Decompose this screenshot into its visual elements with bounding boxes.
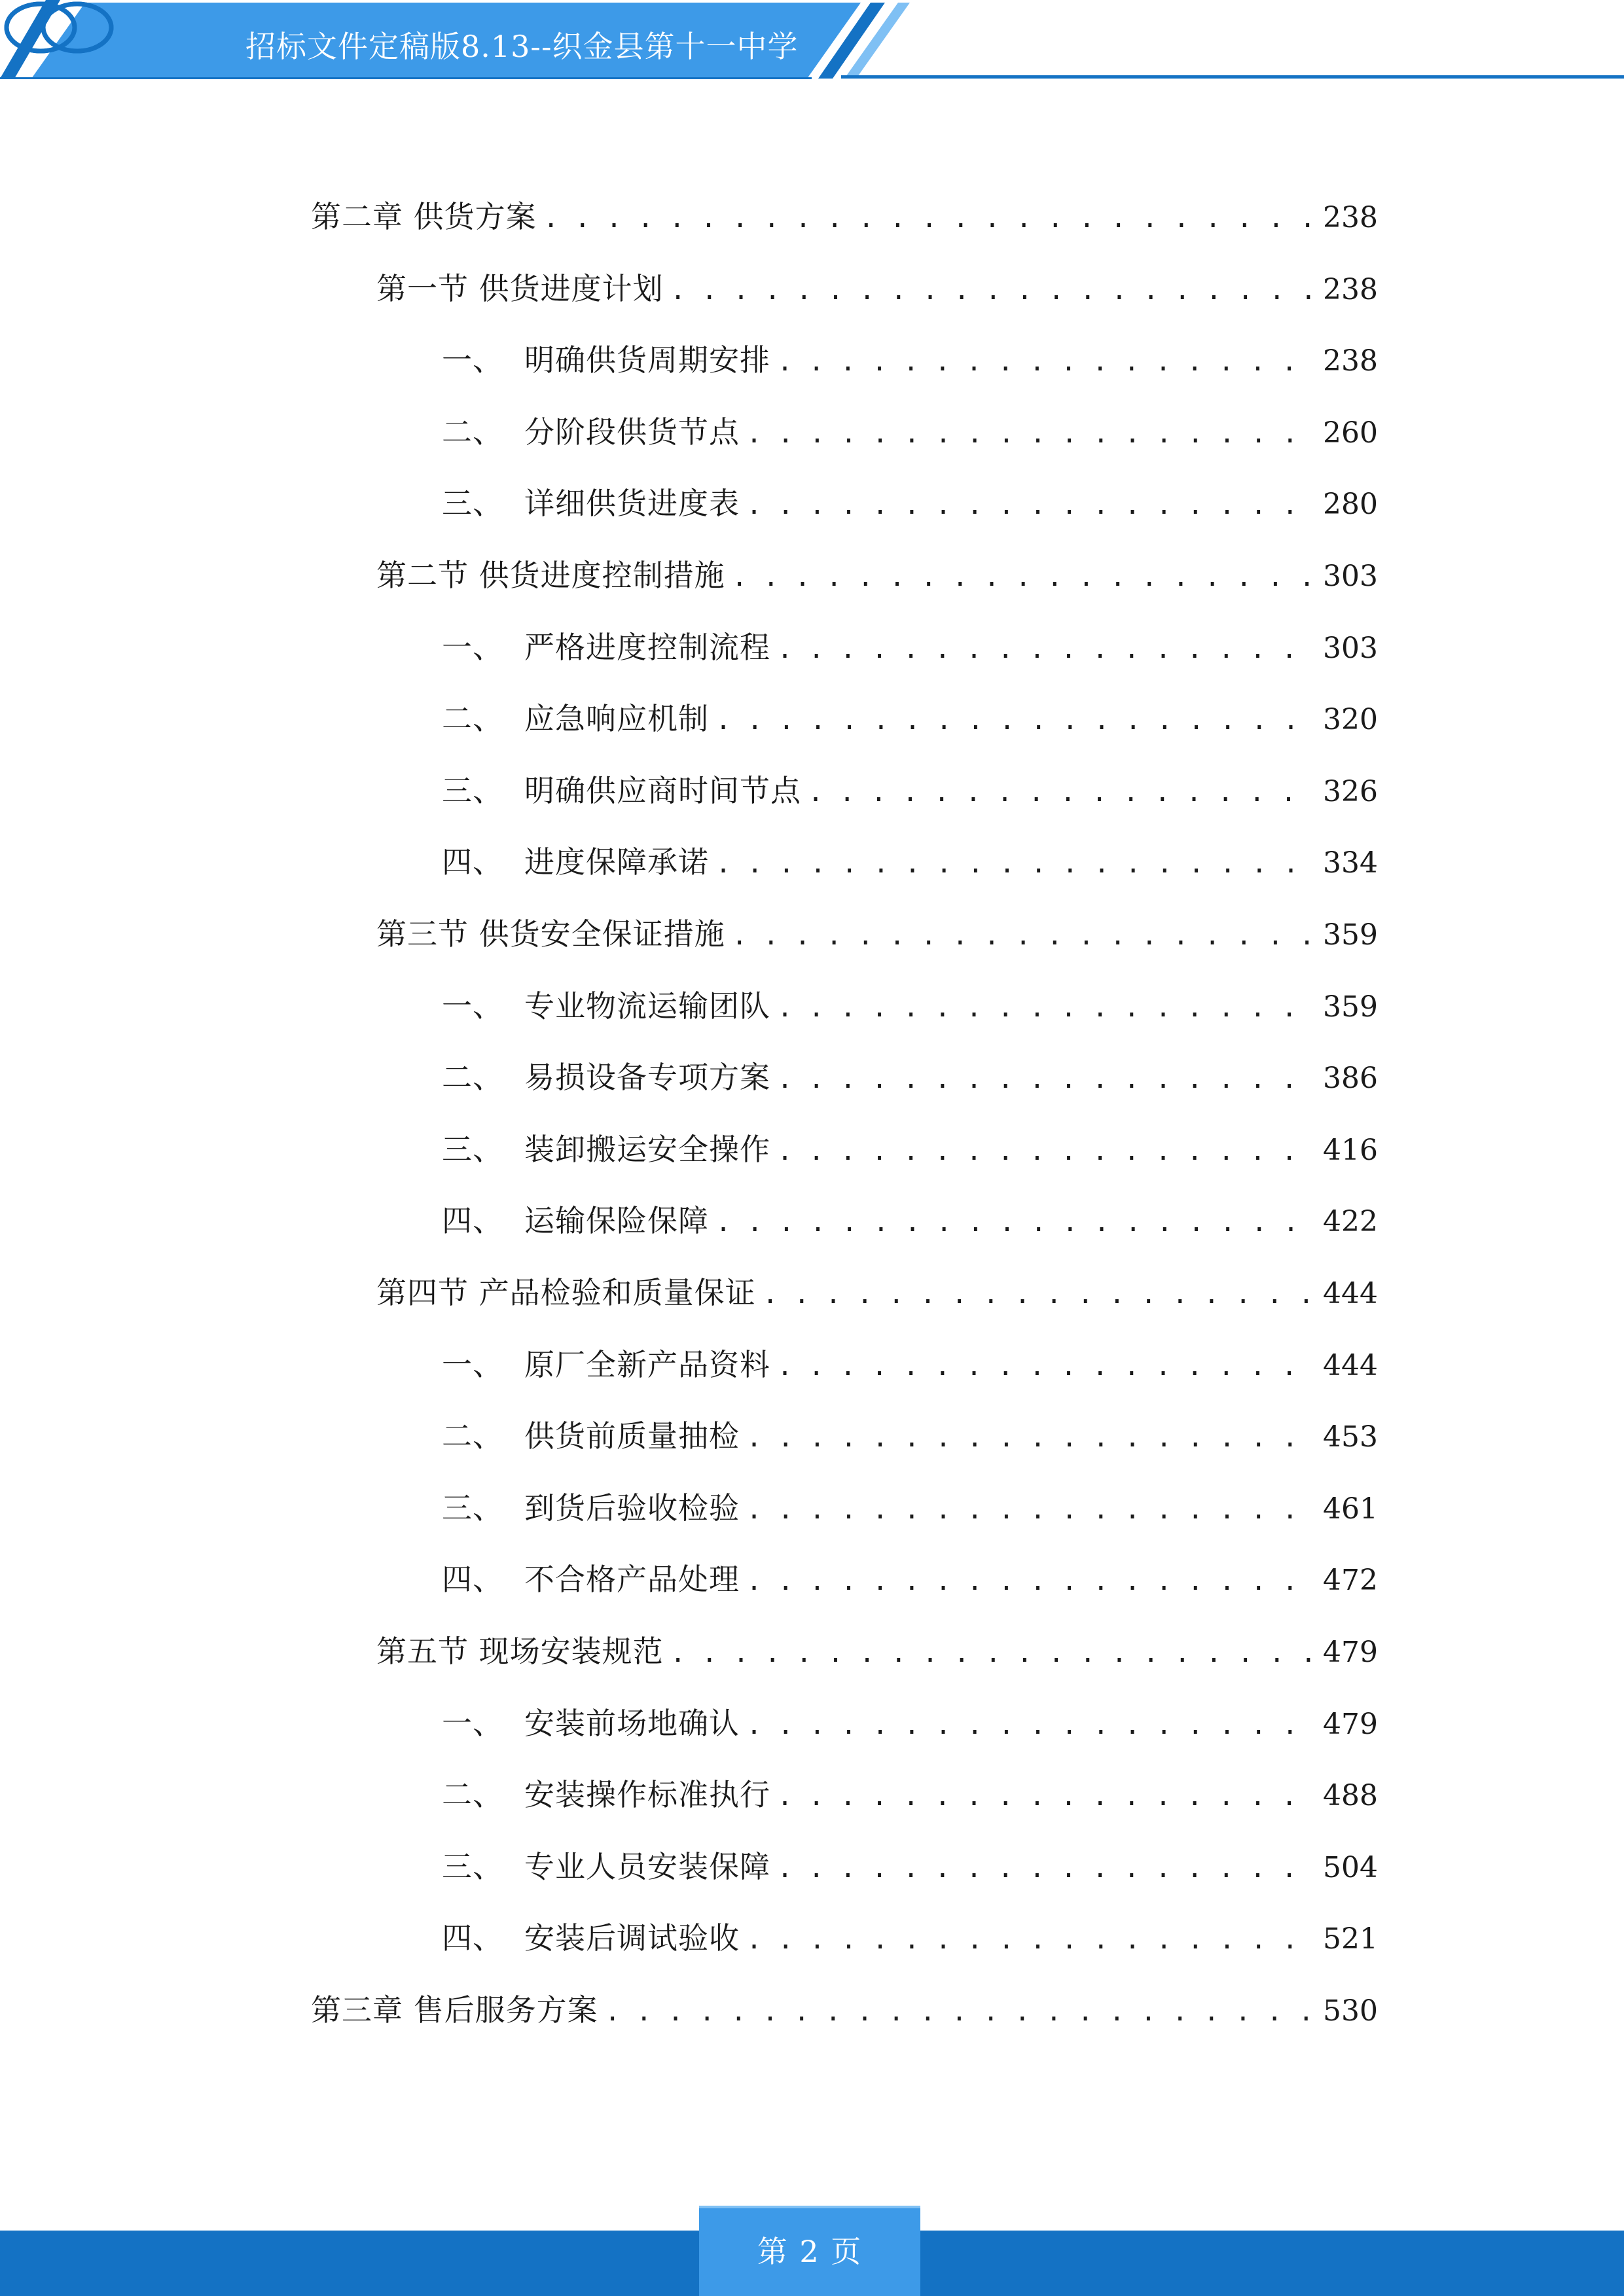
toc-item-entry[interactable]	[442, 1126, 1378, 1172]
toc-dot-leader	[777, 985, 1315, 1031]
toc-item-marker: 一、	[442, 988, 503, 1024]
toc-item-entry[interactable]	[442, 768, 1378, 814]
toc-item-marker: 一、	[442, 1347, 503, 1382]
toc-dot-leader	[715, 1200, 1315, 1246]
toc-page-number: 238	[1323, 344, 1378, 378]
toc-entry-title: 装卸搬运安全操作	[524, 1132, 770, 1167]
toc-dot-leader	[777, 1056, 1315, 1102]
toc-page-number: 238	[1323, 273, 1378, 306]
toc-section-entry[interactable]	[376, 911, 1378, 957]
toc-entry-label	[311, 194, 537, 240]
toc-entry-label	[442, 1413, 740, 1459]
toc-chapter-entry[interactable]	[311, 1987, 1378, 2033]
document-title: 招标文件定稿版8.13--织金县第十一中学	[245, 29, 799, 64]
toc-page-number: 479	[1323, 1708, 1378, 1741]
toc-dot-leader	[777, 1846, 1315, 1892]
toc-entry-label	[442, 1054, 770, 1100]
toc-entry-label	[311, 1987, 598, 2033]
toc-item-entry[interactable]	[442, 1413, 1378, 1459]
toc-dot-leader	[746, 1917, 1315, 1963]
toc-dot-leader	[777, 1128, 1315, 1174]
toc-chapter-entry[interactable]	[311, 194, 1378, 240]
toc-dot-leader	[715, 698, 1315, 744]
toc-page-number: 416	[1323, 1134, 1378, 1167]
toc-item-marker: 三、	[442, 486, 503, 521]
page-number: 第 2 页	[757, 2234, 863, 2269]
toc-item-entry[interactable]	[442, 1556, 1378, 1602]
toc-dot-leader	[777, 1344, 1315, 1390]
toc-section-entry[interactable]	[376, 1270, 1378, 1316]
toc-entry-label	[442, 1772, 770, 1818]
toc-item-marker: 三、	[442, 1849, 503, 1884]
toc-item-marker: 四、	[442, 1203, 503, 1238]
toc-entry-label	[376, 552, 725, 598]
toc-dot-leader	[746, 1702, 1315, 1748]
toc-page-number: 444	[1323, 1277, 1378, 1310]
toc-section-entry[interactable]	[376, 266, 1378, 312]
toc-entry-label	[442, 480, 740, 526]
toc-item-marker: 三、	[442, 773, 503, 808]
toc-page-number: 260	[1323, 416, 1378, 450]
toc-entry-title: 安装操作标准执行	[524, 1777, 770, 1812]
toc-entry-title: 详细供货进度表	[524, 486, 740, 521]
toc-entry-label	[376, 266, 664, 312]
toc-page-number: 504	[1323, 1851, 1378, 1884]
toc-item-entry[interactable]	[442, 337, 1378, 383]
toc-item-entry[interactable]	[442, 409, 1378, 455]
toc-entry-title: 不合格产品处理	[524, 1562, 740, 1597]
toc-dot-leader	[746, 1487, 1315, 1533]
toc-entry-title: 安装后调试验收	[524, 1920, 740, 1956]
toc-entry-label	[442, 1556, 740, 1602]
toc-item-marker: 四、	[442, 844, 503, 880]
toc-entry-title: 专业物流运输团队	[524, 988, 770, 1024]
toc-entry-title: 第三节 供货安全保证措施	[376, 916, 725, 952]
toc-page-number: 303	[1323, 560, 1378, 593]
toc-item-entry[interactable]	[442, 983, 1378, 1029]
toc-entry-label	[442, 1700, 740, 1746]
toc-item-entry[interactable]	[442, 1198, 1378, 1244]
toc-page-number: 422	[1323, 1205, 1378, 1238]
toc-page-number: 453	[1323, 1420, 1378, 1454]
toc-page-number: 359	[1323, 990, 1378, 1024]
toc-entry-title: 第四节 产品检验和质量保证	[376, 1275, 756, 1310]
toc-dot-leader	[746, 482, 1315, 528]
toc-entry-title: 第二节 供货进度控制措施	[376, 558, 725, 593]
toc-item-marker: 三、	[442, 1132, 503, 1167]
toc-entry-title: 分阶段供货节点	[524, 414, 740, 450]
toc-item-entry[interactable]	[442, 624, 1378, 670]
toc-item-marker: 二、	[442, 414, 503, 450]
toc-item-entry[interactable]	[442, 1844, 1378, 1890]
toc-entry-title: 进度保障承诺	[524, 844, 709, 880]
toc-item-entry[interactable]	[442, 1054, 1378, 1100]
toc-dot-leader	[732, 913, 1315, 959]
toc-page-number: 303	[1323, 632, 1378, 665]
toc-entry-title: 供货前质量抽检	[524, 1418, 740, 1454]
toc-entry-title: 易损设备专项方案	[524, 1060, 770, 1095]
toc-item-marker: 一、	[442, 342, 503, 378]
header-base-rule	[0, 77, 812, 79]
toc-entry-label	[442, 1485, 740, 1531]
toc-item-entry[interactable]	[442, 1700, 1378, 1746]
header-bottom-rule	[841, 75, 1624, 79]
toc-entry-title: 应急响应机制	[524, 701, 709, 736]
toc-item-entry[interactable]	[442, 1342, 1378, 1388]
toc-dot-leader	[746, 1415, 1315, 1461]
toc-dot-leader	[543, 196, 1315, 242]
toc-dot-leader	[808, 770, 1315, 816]
toc-dot-leader	[670, 1630, 1315, 1676]
toc-entry-title: 运输保险保障	[524, 1203, 709, 1238]
toc-dot-leader	[763, 1272, 1315, 1318]
toc-item-marker: 二、	[442, 701, 503, 736]
toc-dot-leader	[746, 411, 1315, 457]
toc-item-marker: 一、	[442, 1706, 503, 1741]
toc-entry-label	[442, 1126, 770, 1172]
toc-page-number: 530	[1323, 1994, 1378, 2028]
toc-dot-leader	[715, 841, 1315, 887]
toc-entry-title: 第一节 供货进度计划	[376, 271, 664, 306]
toc-item-marker: 二、	[442, 1777, 503, 1812]
toc-entry-title: 原厂全新产品资料	[524, 1347, 770, 1382]
toc-section-entry[interactable]	[376, 552, 1378, 598]
toc-dot-leader	[777, 626, 1315, 672]
toc-page-number: 479	[1323, 1636, 1378, 1669]
toc-entry-label	[442, 983, 770, 1029]
toc-page-number: 280	[1323, 488, 1378, 521]
toc-page-number: 359	[1323, 918, 1378, 952]
toc-entry-title: 严格进度控制流程	[524, 630, 770, 665]
toc-entry-title: 专业人员安装保障	[524, 1849, 770, 1884]
toc-item-marker: 四、	[442, 1920, 503, 1956]
toc-item-marker: 一、	[442, 630, 503, 665]
toc-entry-label	[442, 409, 740, 455]
toc-dot-leader	[670, 268, 1315, 314]
toc-page-number: 472	[1323, 1564, 1378, 1597]
toc-entry-label	[442, 337, 770, 383]
toc-page-number: 461	[1323, 1492, 1378, 1526]
toc-entry-label	[376, 1270, 756, 1316]
toc-item-marker: 四、	[442, 1562, 503, 1597]
toc-entry-title: 明确供应商时间节点	[524, 773, 801, 808]
toc-entry-title: 到货后验收检验	[524, 1490, 740, 1526]
toc-item-entry[interactable]	[442, 1485, 1378, 1531]
toc-dot-leader	[777, 339, 1315, 385]
toc-page-number: 238	[1323, 201, 1378, 234]
toc-entry-label	[442, 1915, 740, 1961]
toc-entry-title: 安装前场地确认	[524, 1706, 740, 1741]
toc-dot-leader	[732, 554, 1315, 600]
toc-entry-label	[442, 696, 709, 742]
page-header	[0, 0, 1624, 85]
toc-page-number: 326	[1323, 775, 1378, 808]
toc-page-number: 521	[1323, 1922, 1378, 1956]
toc-entry-label	[442, 624, 770, 670]
toc-item-entry[interactable]	[442, 696, 1378, 742]
toc-item-marker: 二、	[442, 1418, 503, 1454]
toc-dot-leader	[777, 1774, 1315, 1820]
toc-item-entry[interactable]	[442, 839, 1378, 885]
toc-entry-title: 第二章 供货方案	[311, 199, 537, 234]
toc-item-marker: 二、	[442, 1060, 503, 1095]
toc-entry-label	[442, 1342, 770, 1388]
toc-entry-title: 明确供货周期安排	[524, 342, 770, 378]
header-banner-graphic	[0, 0, 1624, 85]
toc-page-number: 320	[1323, 703, 1378, 736]
toc-dot-leader	[746, 1558, 1315, 1604]
toc-page-number: 488	[1323, 1779, 1378, 1812]
toc-page-number: 334	[1323, 846, 1378, 880]
toc-entry-title: 第三章 售后服务方案	[311, 1992, 598, 2028]
toc-item-marker: 三、	[442, 1490, 503, 1526]
rings-logo-icon	[0, 0, 118, 55]
toc-item-entry[interactable]	[442, 480, 1378, 526]
toc-entry-label	[442, 839, 709, 885]
toc-entry-label	[442, 768, 801, 814]
toc-dot-leader	[605, 1989, 1315, 2035]
toc-entry-label	[376, 911, 725, 957]
toc-entry-label	[376, 1628, 664, 1674]
toc-section-entry[interactable]	[376, 1628, 1378, 1674]
toc-item-entry[interactable]	[442, 1915, 1378, 1961]
toc-entry-label	[442, 1844, 770, 1890]
toc-page-number: 386	[1323, 1062, 1378, 1095]
toc-entry-label	[442, 1198, 709, 1244]
toc-entry-title: 第五节 现场安装规范	[376, 1634, 664, 1669]
toc-page-number: 444	[1323, 1349, 1378, 1382]
toc-item-entry[interactable]	[442, 1772, 1378, 1818]
